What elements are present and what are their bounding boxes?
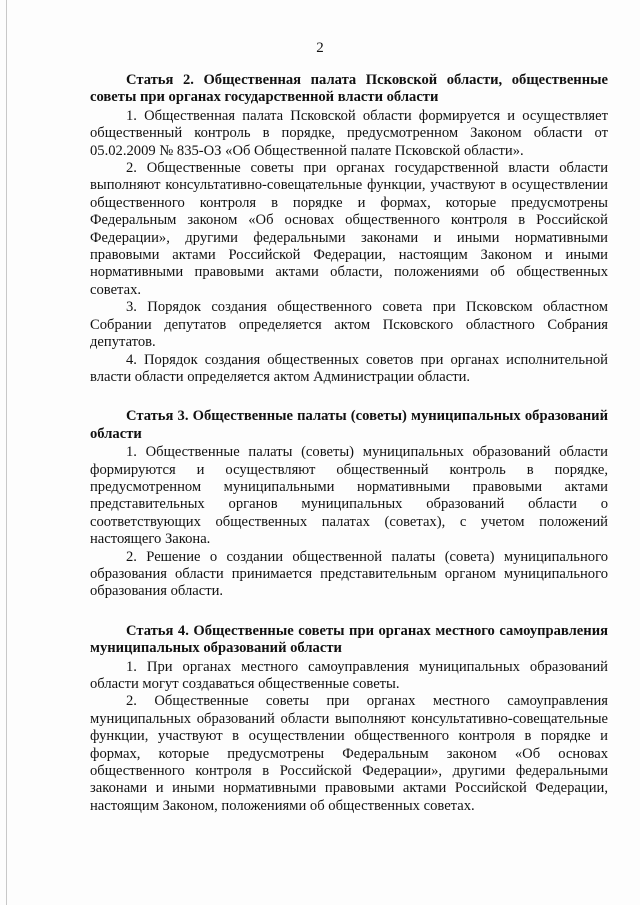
article-paragraph: 1. Общественная палата Псковской области формируется и осуществляет общественный контроль в порядке, предусмотренном Законом области от 05.02.2009 № 835-ОЗ «Об Общественной палате Псковской области».: [90, 107, 608, 159]
article-paragraph: 1. При органах местного самоуправления муниципальных образований области могут создаваться общественные советы.: [90, 658, 608, 692]
article-paragraph: 4. Порядок создания общественных советов при органах исполнительной власти области определяется актом Администрации области.: [90, 351, 608, 385]
document-body: [90, 72, 608, 837]
article-paragraph: 1. Общественные палаты (советы) муниципальных образований области формируются и осуществляют общественный контроль в порядке, предусмотренном муниципальными нормативными правовыми актами представительных органов муниципальных образований области о соответствующих общественных палатах (советах), с учетом положений настоящего Закона.: [90, 444, 608, 548]
article-3: [90, 408, 608, 600]
article-2: [90, 72, 608, 386]
article-paragraph: 2. Общественные советы при органах местного самоуправления муниципальных образований области выполняют консультативно-совещательные функции, участвуют в осуществлении общественного контроля в порядке и формах, которые предусмотрены Федеральным законом «Об основах общественного контроля в Российской Федерации», другими федеральными законами и иными нормативными правовыми актами Российской Федерации, настоящим Законом, положениями об общественных советах.: [90, 693, 608, 814]
article-paragraph: 2. Решение о создании общественной палаты (совета) муниципального образования области принимается представительным органом муниципального образования области.: [90, 548, 608, 600]
article-paragraph: 2. Общественные советы при органах государственной власти области выполняют консультативно-совещательные функции, участвуют в осуществлении общественного контроля в порядке и формах, которые предусмотрены Федеральным законом «Об основах общественного контроля в Российской Федерации», другими федеральными законами и иными нормативными правовыми актами Российской Федерации, настоящим Законом и иными нормативными правовыми актами области, положениями об общественных советах.: [90, 160, 608, 298]
page-number: 2: [316, 40, 324, 56]
article-heading: Статья 2. Общественная палата Псковской области, общественные советы при органах государственной власти области: [90, 72, 608, 106]
article-heading: Статья 3. Общественные палаты (советы) муниципальных образований области: [90, 408, 608, 442]
article-4: [90, 623, 608, 815]
article-heading: Статья 4. Общественные советы при органах местного самоуправления муниципальных образований области: [90, 622, 608, 657]
article-paragraph: 3. Порядок создания общественного совета при Псковском областном Собрании депутатов определяется актом Псковского областного Собрания депутатов.: [90, 299, 608, 351]
scan-edge-line: [6, 0, 7, 905]
